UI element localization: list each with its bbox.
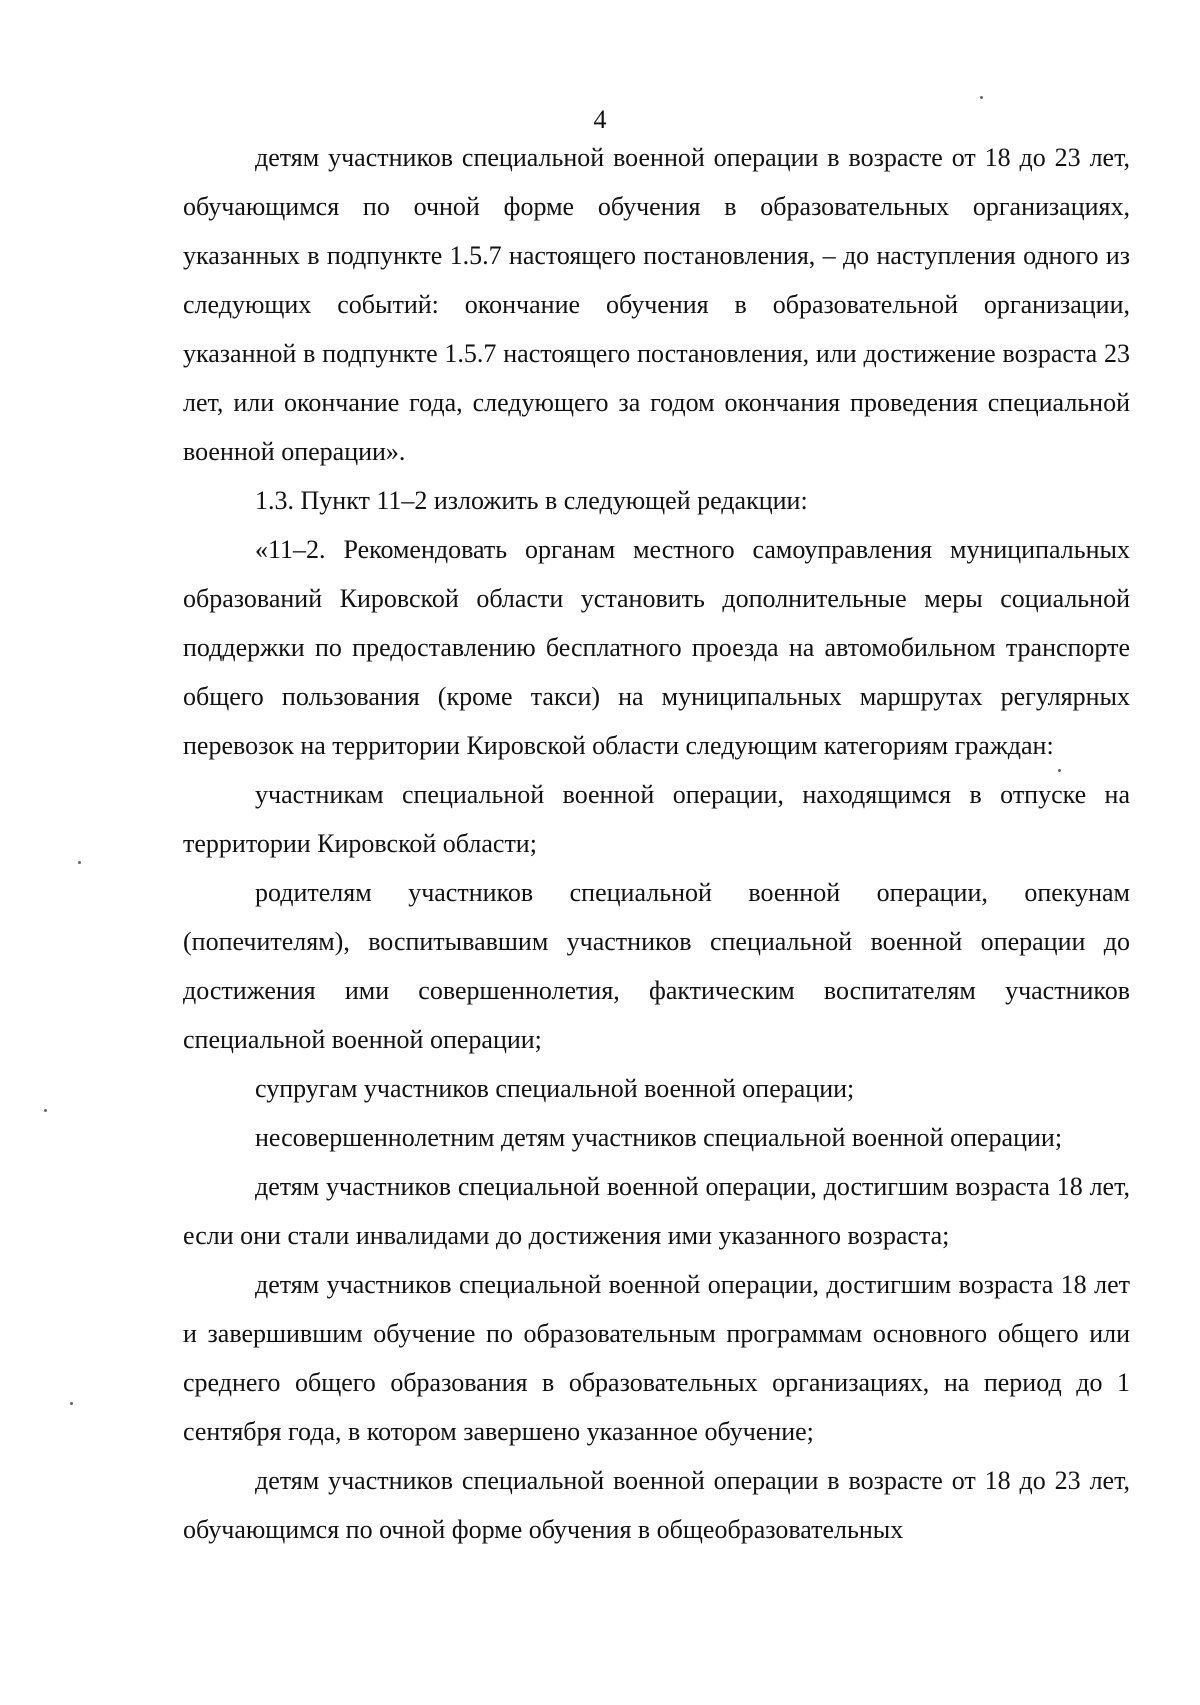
paragraph-8: детям участников специальной военной операции, достигшим возраста 18 лет, если они стали инвалидами до достижения ими указанного возраста; bbox=[183, 1172, 1130, 1250]
paragraph-7: несовершеннолетним детям участников специальной военной операции; bbox=[255, 1123, 1063, 1152]
scan-speck bbox=[78, 861, 81, 864]
paragraph-2: 1.3. Пункт 11–2 изложить в следующей редакции: bbox=[255, 486, 808, 515]
document-body bbox=[183, 133, 1130, 1554]
scan-speck bbox=[44, 1109, 47, 1112]
scan-speck bbox=[1058, 769, 1061, 772]
paragraph-6: супругам участников специальной военной операции; bbox=[255, 1074, 855, 1103]
paragraph-9: детям участников специальной военной операции, достигшим возраста 18 лет и завершившим обучение по образовательным программам основного общего или среднего общего образования в образовательных организациях, на период до 1 сентября года, в котором завершено указанное обучение; bbox=[183, 1270, 1130, 1446]
paragraph-10: детям участников специальной военной операции в возрасте от 18 до 23 лет, обучающимся по очной форме обучения в общеобразовательных bbox=[183, 1466, 1130, 1544]
paragraph-3: «11–2. Рекомендовать органам местного самоуправления муниципальных образований Кировской области установить дополнительные меры социальной поддержки по предоставлению бесплатного проезда на автомобильном транспорте общего пользования (кроме такси) на муниципальных маршрутах регулярных перевозок на территории Кировской области следующим категориям граждан: bbox=[183, 535, 1130, 760]
paragraph-1: детям участников специальной военной операции в возрасте от 18 до 23 лет, обучающимся по очной форме обучения в образовательных организациях, указанных в подпункте 1.5.7 настоящего постановления, – до наступления одного из следующих событий: окончание обучения в образовательной организации, указанной в подпункте 1.5.7 настоящего постановления, или достижение возраста 23 лет, или окончание года, следующего за годом окончания проведения специальной военной операции». bbox=[183, 143, 1130, 466]
paragraph-5: родителям участников специальной военной операции, опекунам (попечителям), воспитывавшим участников специальной военной операции до достижения ими совершеннолетия, фактическим воспитателям участников специальной военной операции; bbox=[183, 878, 1130, 1054]
page-number: 4 bbox=[593, 105, 607, 134]
paragraph-4: участникам специальной военной операции, находящимся в отпуске на территории Кировской области; bbox=[183, 780, 1130, 858]
scan-speck bbox=[980, 96, 983, 99]
scan-speck bbox=[70, 1402, 73, 1405]
